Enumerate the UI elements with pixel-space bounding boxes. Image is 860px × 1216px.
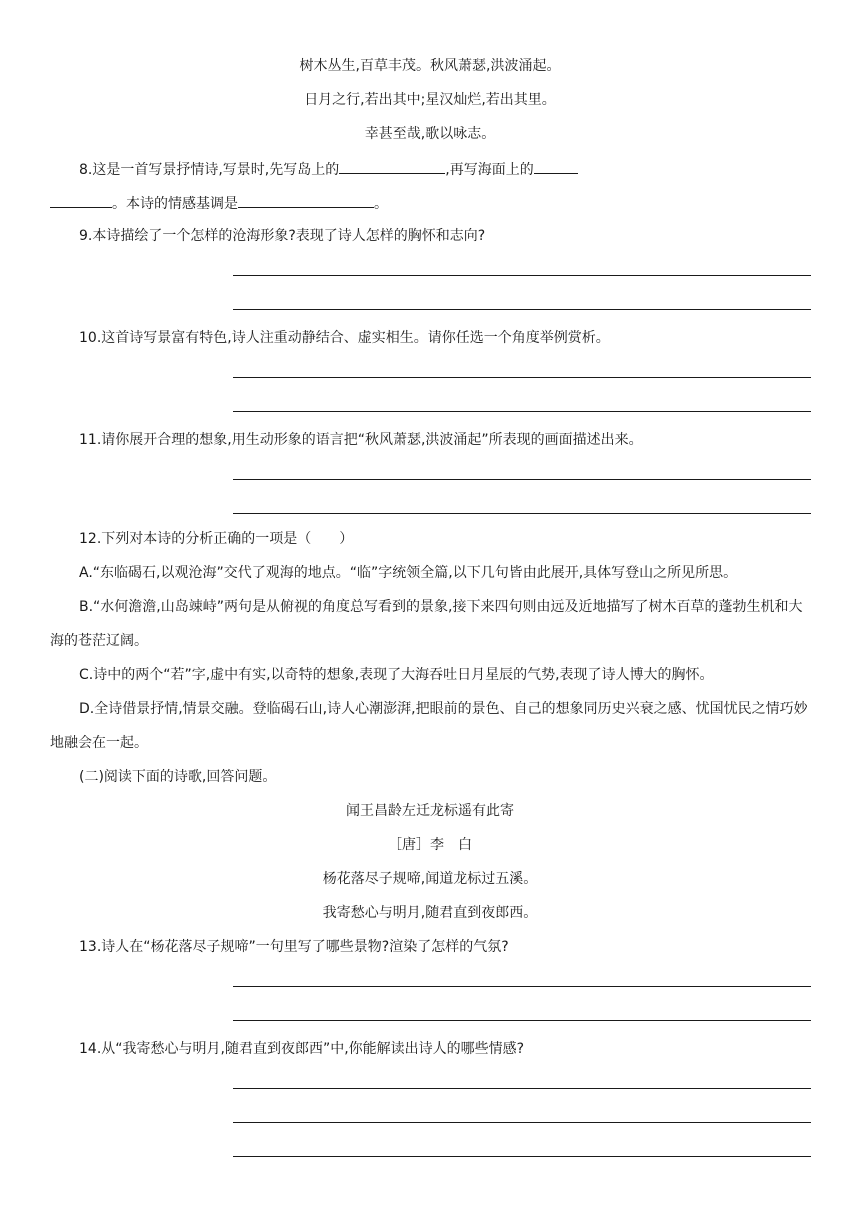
q12-option-a[interactable]: A.“东临碣石,以观沧海”交代了观海的地点。“临”字统领全篇,以下几句皆由此展开,具体写登山之所见所思。 [79, 565, 738, 581]
q9-answer-line-2[interactable] [233, 309, 811, 310]
q13-answer-line-2[interactable] [233, 1020, 811, 1021]
q12-option-b[interactable]: B.“水何澹澹,山岛竦峙”两句是从俯视的角度总写看到的景象,接下来四句则由远及近地描写了树木百草的蓬勃生机和大海的苍茫辽阔。 [50, 599, 803, 649]
q11-answer-line-2[interactable] [233, 513, 811, 514]
q11-answer-line-1[interactable] [233, 479, 811, 480]
q14-answer-line-3[interactable] [233, 1156, 811, 1157]
q12-option-c[interactable]: C.诗中的两个“若”字,虚中有实,以奇特的想象,表现了大海吞吐日月星辰的气势,表现了诗人博大的胸怀。 [79, 667, 714, 683]
question-11: 11.请你展开合理的想象,用生动形象的语言把“秋风萧瑟,洪波涌起”所表现的画面描述出来。 [79, 432, 643, 448]
section-2-heading: (二)阅读下面的诗歌,回答问题。 [79, 769, 277, 785]
question-8 [79, 159, 578, 179]
q14-answer-line-1[interactable] [233, 1088, 811, 1089]
q8-blank-2[interactable] [534, 159, 578, 174]
poem2-title: 闻王昌龄左迁龙标遥有此寄 [346, 803, 514, 819]
q8-text-3: 。本诗的情感基调是 [112, 196, 238, 212]
poem-line-1: 树木丛生,百草丰茂。秋风萧瑟,洪波涌起。 [299, 58, 561, 74]
poem-line-3: 幸甚至哉,歌以咏志。 [364, 126, 496, 142]
poem2-line-1: 杨花落尽子规啼,闻道龙标过五溪。 [322, 871, 538, 887]
q8-blank-2-cont[interactable] [50, 193, 112, 208]
poem-line-2: 日月之行,若出其中;星汉灿烂,若出其里。 [304, 92, 556, 108]
question-13: 13.诗人在“杨花落尽子规啼”一句里写了哪些景物?渲染了怎样的气氛? [79, 939, 509, 955]
q9-answer-line-1[interactable] [233, 275, 811, 276]
q8-blank-1[interactable] [339, 159, 445, 174]
q14-answer-line-2[interactable] [233, 1122, 811, 1123]
poem2-author: ［唐］李 白 [388, 837, 472, 853]
q10-answer-line-2[interactable] [233, 411, 811, 412]
q12-option-d[interactable]: D.全诗借景抒情,情景交融。登临碣石山,诗人心潮澎湃,把眼前的景色、自己的想象同历史兴衰之感、忧国忧民之情巧妙地融会在一起。 [50, 701, 808, 751]
q10-answer-line-1[interactable] [233, 377, 811, 378]
question-9: 9.本诗描绘了一个怎样的沧海形象?表现了诗人怎样的胸怀和志向? [79, 228, 486, 244]
question-14: 14.从“我寄愁心与明月,随君直到夜郎西”中,你能解读出诗人的哪些情感? [79, 1041, 525, 1057]
q8-text-4: 。 [374, 196, 388, 212]
question-10: 10.这首诗写景富有特色,诗人注重动静结合、虚实相生。请你任选一个角度举例赏析。 [79, 330, 610, 346]
question-8-cont [50, 193, 388, 213]
question-12: 12.下列对本诗的分析正确的一项是（ ） [79, 531, 354, 547]
q8-text-1: 8.这是一首写景抒情诗,写景时,先写岛上的 [79, 162, 340, 178]
q13-answer-line-1[interactable] [233, 986, 811, 987]
q8-blank-3[interactable] [238, 193, 374, 208]
poem2-line-2: 我寄愁心与明月,随君直到夜郎西。 [322, 905, 538, 921]
q8-text-2: ,再写海面上的 [445, 162, 534, 178]
